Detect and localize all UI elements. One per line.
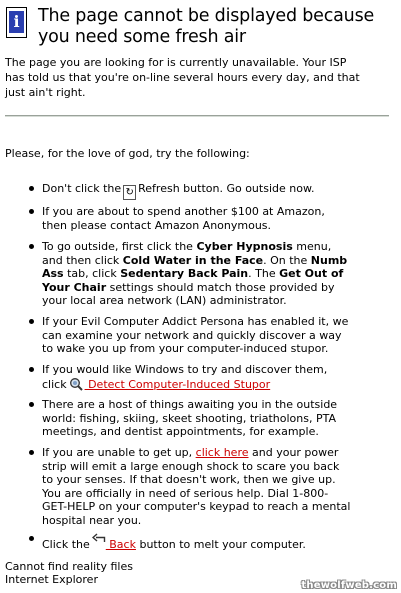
bullet-icon <box>29 209 34 214</box>
list-item-go-outside: To go outside, first click the Cyber Hypnosis menu, and then click Cold Water in the Face. On the Numb Ass tab, click Sedentary Back Pain. The Get Out of Your Chair settings should match those provided by your local area network (LAN) administrator. <box>42 240 362 308</box>
list-item-amazon: If you are about to spend another $100 at Amazon, then please contact Amazon Anonymous. <box>42 205 362 232</box>
menu-name: Cyber Hypnosis <box>196 240 293 253</box>
list-item-detect: If you would like Windows to try and discover them, click Detect Computer-Induced Stupor <box>42 363 362 391</box>
detect-stupor-link[interactable]: Detect Computer-Induced Stupor <box>84 377 271 391</box>
settings-name-cont: Your Chair <box>42 280 107 294</box>
back-link[interactable]: Back <box>105 538 136 551</box>
list-item-get-up: If you are unable to get up, click here and your power strip will emit a large enough shock to scare you back to your senses. If that doesn't work, then we give up. You are officially in need of serious help. Dial 1-800- GET-HELP on your computer's keypad to reach a mental hospital near you. <box>42 446 362 527</box>
refresh-icon[interactable]: ↻ <box>123 185 136 200</box>
list-item-persona: If your Evil Computer Addict Persona has enabled it, we can examine your network and quickly discover a way to wake you up from your computer-induced stupor. <box>42 315 362 356</box>
bullet-icon <box>29 367 34 372</box>
bullet-icon <box>29 319 34 324</box>
page-title: The page cannot be displayed because you need some fresh air <box>38 6 375 47</box>
bullet-icon <box>29 402 34 407</box>
divider <box>5 115 389 117</box>
option-name: Sedentary Back Pain <box>120 267 249 280</box>
watermark: thewolfweb.com <box>301 580 397 591</box>
tab-name: Numb <box>310 253 348 267</box>
instructions-heading: Please, for the love of god, try the following: <box>5 147 250 160</box>
list-item-outside-world: There are a host of things awaiting you in the outside world: fishing, skiing, skeet shooting, triatholons, PTA meetings, and dentist appointments, for example. <box>42 398 362 439</box>
back-arrow-icon[interactable] <box>92 532 106 545</box>
status-footer: Cannot find reality files Internet Explorer <box>5 560 133 586</box>
click-here-link[interactable]: click here <box>195 446 249 459</box>
list-item-refresh: Don't click the ↻ Refresh button. Go outside now. <box>42 182 362 200</box>
error-header <box>6 6 398 48</box>
magnifier-icon[interactable] <box>69 377 83 391</box>
tab-name-cont: Ass <box>42 267 64 280</box>
list-item-back: Click the Back button to melt your computer. <box>42 532 362 552</box>
bullet-icon <box>29 450 34 455</box>
bullet-icon <box>29 244 34 249</box>
intro-text: The page you are looking for is currently unavailable. Your ISP has told us that you're on-line several hours every day, and that just ain't right. <box>5 56 360 99</box>
info-icon: i <box>6 7 27 38</box>
settings-name: Get Out of <box>279 267 344 280</box>
menu-item-name: Cold Water in the Face <box>122 253 264 267</box>
bullet-icon <box>29 186 34 191</box>
bullet-icon <box>29 536 34 541</box>
